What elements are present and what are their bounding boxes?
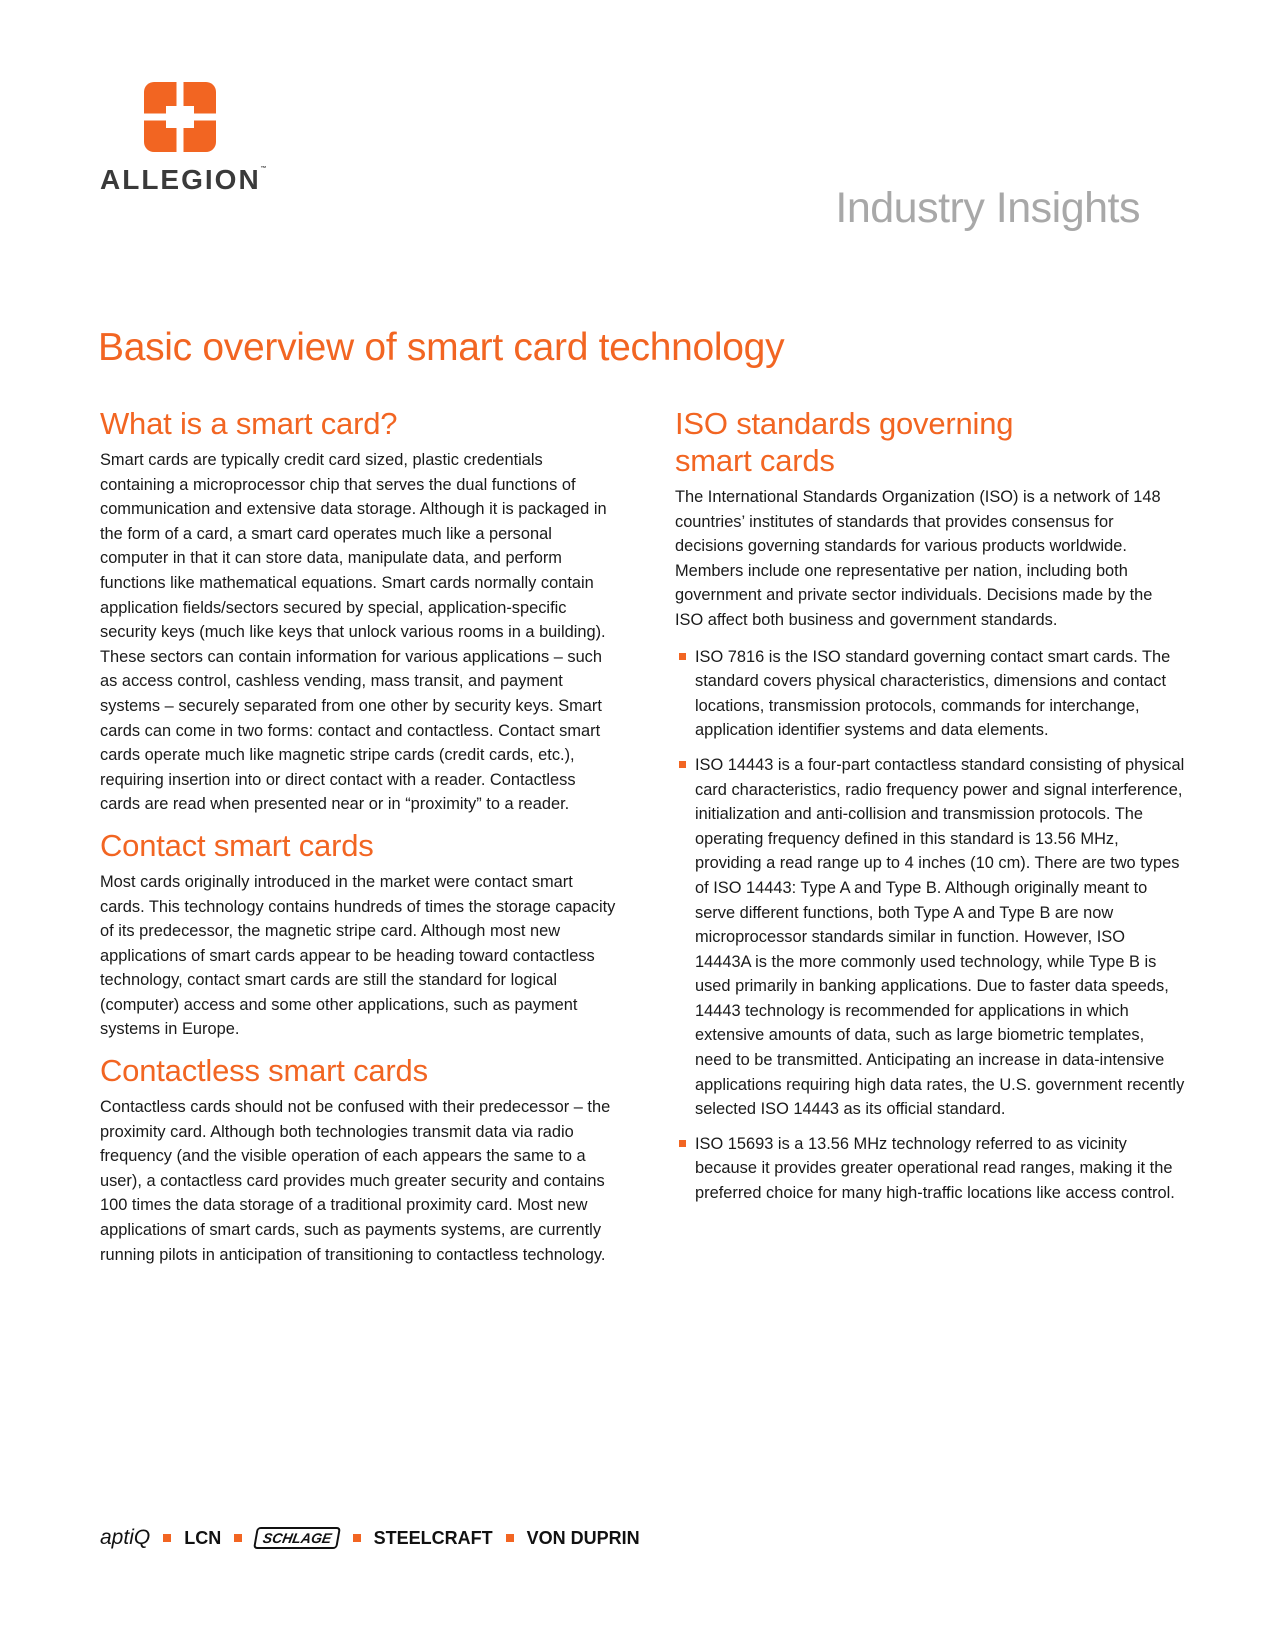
contact-smart-cards-heading: Contact smart cards bbox=[100, 827, 374, 863]
contact-smart-cards-body: Most cards originally introduced in the market were contact smart cards. This technology contains hundreds of times the storage capacity of its predecessor, the magnetic stripe card. Although most new applications of smart cards appear to be heading toward contactless technology, contact smart cards are still the standard for logical (computer) access and some other applications, such as payment systems in Europe. bbox=[100, 872, 616, 1039]
separator-square-icon bbox=[163, 1534, 171, 1542]
brand-aptiq: aptiQ bbox=[100, 1526, 151, 1549]
allegion-wordmark: ALLEGION™ bbox=[100, 164, 267, 195]
what-is-smart-card-body: Smart cards are typically credit card sized, plastic credentials containing a microprocessor chip that serves the dual functions of communication and extensive data storage. Although it is packaged in the form of a card, a smart card operates much like a personal computer in that it can store data, manipulate data, and perform functions like mathematical equations. Smart cards normally contain application fields/sectors secured by special, application-specific security keys (much like keys that unlock various rooms in a building). These sectors can contain information for various applications – such as access control, cashless vending, mass transit, and payment systems – securely separated from one other by security keys. Smart cards can come in two forms: contact and contactless. Contact smart cards operate much like magnetic stripe cards (credit cards, etc.), requiring insertion into or direct contact with a reader. Contactless cards are read when presented near or in “proximity” to a reader. bbox=[100, 451, 607, 814]
right-column bbox=[675, 405, 1185, 1216]
allegion-logo-icon bbox=[144, 82, 216, 152]
separator-square-icon bbox=[234, 1534, 242, 1542]
left-column bbox=[100, 405, 620, 1277]
iso-standards-heading: ISO standards governing smart cards bbox=[675, 406, 1014, 478]
bullet-square-icon bbox=[679, 1140, 686, 1147]
list-item: ISO 14443 is a four-part contactless standard consisting of physical card characteristics, radio frequency power and signal interference, initialization and anti-collision and transmission protocols. The operating frequency defined in this standard is 13.56 MHz, providing a read range up to 4 inches (10 cm). There are two types of ISO 14443: Type A and Type B. Although originally meant to serve different functions, both Type A and Type B are now microprocessor standards similar in function. However, ISO 14443A is the more commonly used technology, while Type B is used primarily in banking applications. Due to faster data speeds, 14443 technology is recommended for applications in which extensive amounts of data, such as large biometric templates, need to be transmitted. Anticipating an increase in data-intensive applications requiring high data rates, the U.S. government recently selected ISO 14443 as its official standard. bbox=[675, 753, 1185, 1122]
brand-lcn: LCN bbox=[184, 1527, 222, 1548]
brand-schlage: SCHLAGE bbox=[253, 1527, 341, 1549]
bullet-square-icon bbox=[679, 761, 686, 768]
footer-brands bbox=[100, 1526, 640, 1550]
bullet-square-icon bbox=[679, 653, 686, 660]
list-item: ISO 15693 is a 13.56 MHz technology referred to as vicinity because it provides greater operational read ranges, making it the preferred choice for many high-traffic locations like access control. bbox=[675, 1132, 1185, 1206]
contactless-smart-cards-heading: Contactless smart cards bbox=[100, 1053, 428, 1089]
page-title: Basic overview of smart card technology bbox=[98, 326, 785, 369]
industry-insights-tagline: Industry Insights bbox=[835, 184, 1140, 232]
iso-intro-body: The International Standards Organization (ISO) is a network of 148 countries’ institutes of standards that provides consensus for decisions governing standards for various products worldwide. Members include one representative per nation, including both government and private sector individuals. Decisions made by the ISO affect both business and government standards. bbox=[675, 488, 1161, 629]
contactless-smart-cards-body: Contactless cards should not be confused with their predecessor – the proximity card. Although both technologies transmit data via radio frequency (and the visible operation of each appears the same to a user), a contactless card provides much greater security and contains 100 times the data storage of a traditional proximity card. Most new applications of smart cards, such as payments systems, are currently running pilots in anticipation of transitioning to contactless technology. bbox=[100, 1098, 611, 1264]
separator-square-icon bbox=[353, 1534, 361, 1542]
brand-steelcraft: STEELCRAFT bbox=[373, 1527, 493, 1548]
brand-von-duprin: VON DUPRIN bbox=[526, 1527, 640, 1548]
iso-bullet-list bbox=[675, 645, 1185, 1206]
separator-square-icon bbox=[506, 1534, 514, 1542]
list-item: ISO 7816 is the ISO standard governing contact smart cards. The standard covers physical characteristics, dimensions and contact locations, transmission protocols, commands for interchange, application identifier systems and data elements. bbox=[675, 645, 1185, 743]
what-is-smart-card-heading: What is a smart card? bbox=[100, 406, 398, 441]
